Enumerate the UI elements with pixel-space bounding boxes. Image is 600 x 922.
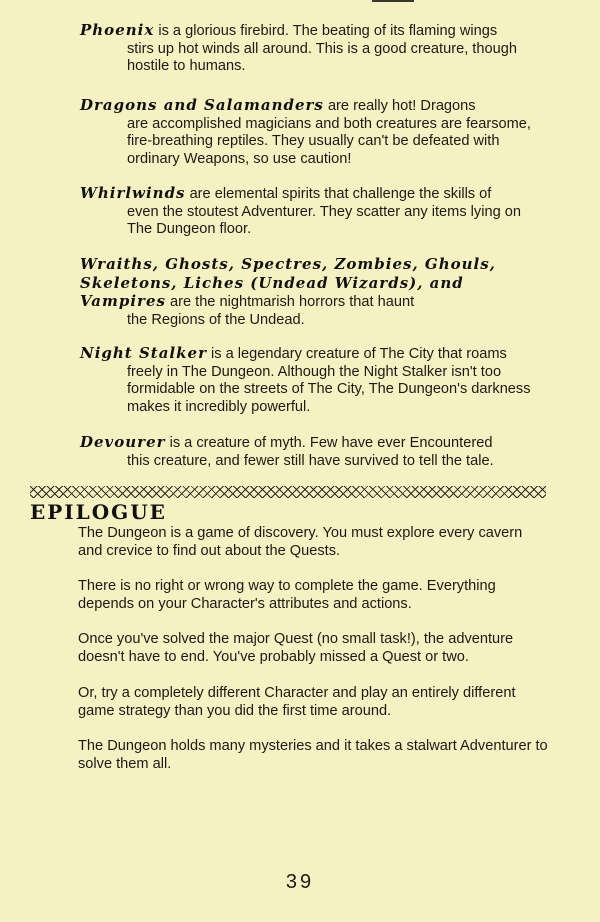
- epilogue-paragraph: [78, 577, 548, 613]
- epilogue-paragraph-text: Or, try a completely different Character and play an entirely different game strategy than you did the first time around.: [78, 685, 516, 719]
- epilogue-paragraph-text: Once you've solved the major Quest (no small task!), the adventure doesn't have to end. You've probably missed a Quest or two.: [78, 631, 514, 665]
- creature-name: Whirlwinds: [80, 184, 186, 202]
- creature-entry-whirlwinds: [80, 185, 548, 239]
- creature-entry-phoenix: [80, 22, 548, 76]
- ornamental-divider: [30, 486, 546, 498]
- page-number: 39: [285, 871, 315, 893]
- top-rule: [372, 0, 414, 2]
- creature-desc-first: are elemental spirits that challenge the skills of: [185, 186, 492, 202]
- epilogue-paragraph-text: The Dungeon is a game of discovery. You must explore every cavern and crevice to find out about the Quests.: [78, 525, 523, 559]
- creature-desc-rest: the Regions of the Undead.: [127, 311, 305, 328]
- creature-desc-rest: this creature, and fewer still have survived to tell the tale.: [127, 452, 494, 469]
- epilogue-paragraph: [78, 737, 548, 773]
- creature-entry-devourer: [80, 434, 548, 470]
- creature-desc-rest: are accomplished magicians and both creatures are fearsome, fire-breathing reptiles. They usually can't be defeated with ordinary Weapons, so use caution!: [127, 115, 531, 167]
- epilogue-paragraph: [78, 630, 548, 666]
- creature-name: Dragons and Salamanders: [80, 96, 324, 114]
- epilogue-paragraph-text: There is no right or wrong way to complete the game. Everything depends on your Character's attributes and actions.: [78, 578, 496, 612]
- creature-desc-first: are really hot! Dragons: [323, 98, 476, 114]
- creature-name: Night Stalker: [80, 344, 207, 362]
- creature-desc-first: is a legendary creature of The City that roams: [206, 346, 507, 362]
- creature-desc-first: are the nightmarish horrors that haunt: [165, 294, 415, 310]
- creature-desc-first: is a creature of myth. Few have ever Encountered: [165, 435, 493, 451]
- creature-entry-undead: [80, 256, 548, 329]
- creature-entry-night-stalker: [80, 345, 548, 416]
- creature-desc-rest: stirs up hot winds all around. This is a good creature, though hostile to humans.: [127, 40, 517, 74]
- epilogue-title: EPILOGUE: [30, 500, 167, 524]
- creature-desc-rest: even the stoutest Adventurer. They scatter any items lying on The Dungeon floor.: [127, 203, 521, 237]
- creature-name: Wraiths, Ghosts, Spectres, Zombies, Ghouls, Skeletons, Liches (Undead Wizards), and Vampires: [80, 255, 496, 310]
- epilogue-paragraph: [78, 684, 548, 720]
- epilogue-paragraph-text: The Dungeon holds many mysteries and it takes a stalwart Adventurer to solve them all.: [78, 738, 548, 772]
- creature-name: Devourer: [80, 433, 166, 451]
- creature-desc-rest: freely in The Dungeon. Although the Night Stalker isn't too formidable on the streets of The City, The Dungeon's darkness makes it incredibly powerful.: [127, 363, 531, 415]
- creature-entry-dragons: [80, 97, 548, 168]
- epilogue-paragraph: [78, 524, 548, 560]
- creature-desc-first: is a glorious firebird. The beating of its flaming wings: [154, 23, 498, 39]
- creature-name: Phoenix: [80, 21, 155, 39]
